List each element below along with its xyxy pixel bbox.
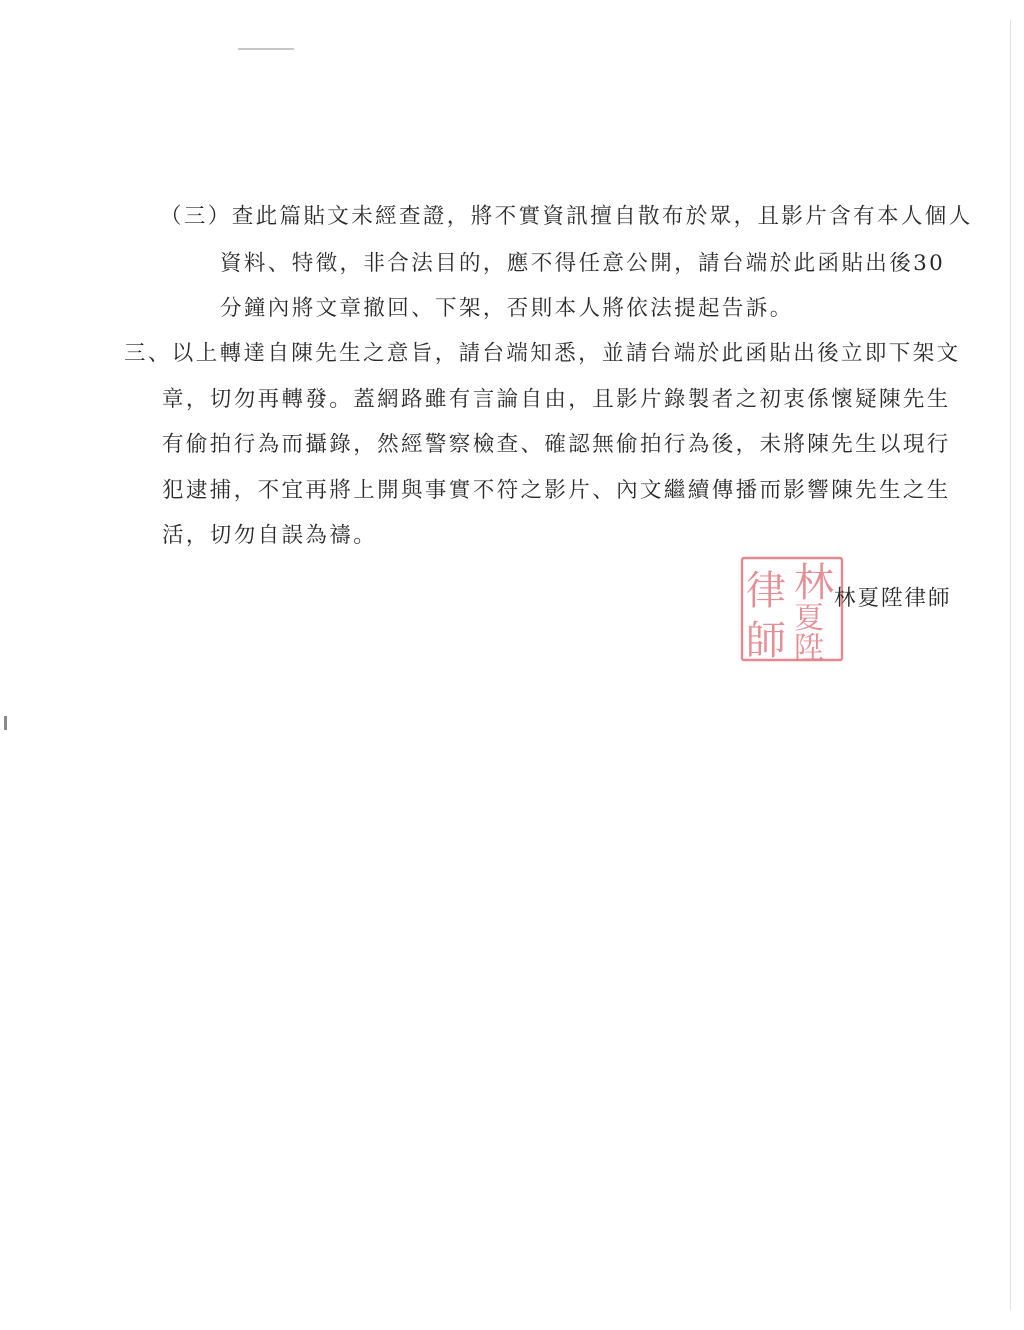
scan-mark-top — [238, 48, 294, 50]
scan-mark-left — [4, 716, 7, 730]
svg-text:陞: 陞 — [794, 631, 824, 662]
scan-mark-right — [1010, 20, 1011, 1310]
section3-line-2: 章，切勿再轉發。蓋網路雖有言論自由，且影片錄製者之初衷係懷疑陳先生 — [162, 387, 951, 412]
section3-line-5: 活，切勿自誤為禱。 — [162, 523, 378, 548]
svg-text:林: 林 — [794, 560, 834, 606]
lawyer-seal-stamp — [740, 556, 844, 662]
section3-line-3: 有偷拍行為而攝錄，然經警察檢查、確認無偷拍行為後，未將陳先生以現行 — [162, 432, 951, 457]
para3-line-3: 分鐘內將文章撤回、下架，否則本人將依法提起告訴。 — [220, 296, 794, 321]
svg-text:師: 師 — [746, 618, 786, 662]
section3-line-4: 犯逮捕，不宜再將上開與事實不符之影片、內文繼續傳播而影響陳先生之生 — [162, 478, 951, 503]
section3-line-1: 三、以上轉達自陳先生之意旨，請台端知悉，並請台端於此函貼出後立即下架文 — [124, 341, 961, 366]
para3-line-1: （三）查此篇貼文未經查證，將不實資訊擅自散布於眾，且影片含有本人個人 — [160, 204, 973, 229]
para3-line-2: 資料、特徵，非合法目的，應不得任意公開，請台端於此函貼出後30 — [220, 251, 946, 276]
svg-text:律: 律 — [746, 568, 786, 614]
svg-text:夏: 夏 — [794, 601, 824, 636]
signature-name: 林夏陞律師 — [834, 586, 952, 611]
